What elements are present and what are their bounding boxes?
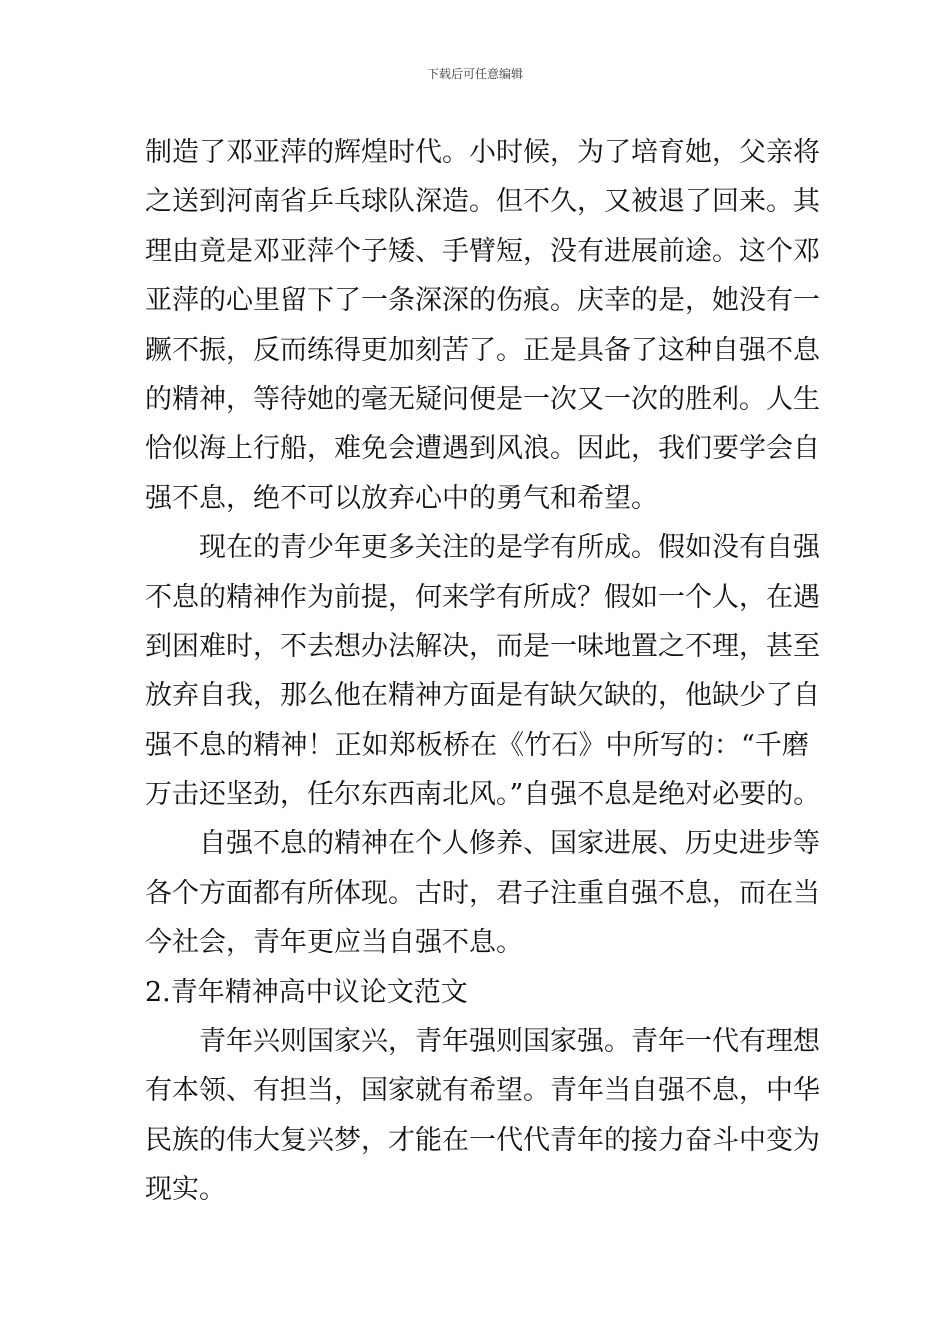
text-line: 今社会，青年更应当自强不息。 xyxy=(145,927,523,959)
text-line: 制造了邓亚萍的辉煌时代。小时候，为了培育她，父亲将 xyxy=(145,137,820,168)
text-line: 的精神，等待她的毫无疑问便是一次又一次的胜利。人生 xyxy=(145,383,820,415)
text-line: 现在的青少年更多关注的是学有所成。假如没有自强 xyxy=(199,532,820,564)
text-line: 蹶不振，反而练得更加刻苦了。正是具备了这种自强不息 xyxy=(145,334,820,366)
text-line: 不息的精神作为前提，何来学有所成？假如一个人，在遇 xyxy=(145,581,820,613)
text-line: 放弃自我，那么他在精神方面是有缺欠缺的，他缺少了自 xyxy=(145,680,820,712)
text-line: 恰似海上行船，难免会遭遇到风浪。因此，我们要学会自 xyxy=(145,433,820,465)
text-line: 强不息的精神！正如郑板桥在《竹石》中所写的：“千磨 xyxy=(145,729,809,761)
text-line: 强不息，绝不可以放弃心中的勇气和希望。 xyxy=(145,482,658,514)
page-header: 下载后可任意编辑 xyxy=(426,67,523,81)
paragraph xyxy=(145,128,820,523)
text-line: 有本领、有担当，国家就有希望。青年当自强不息，中华 xyxy=(145,1075,820,1107)
text-line: 亚萍的心里留下了一条深深的伤痕。庆幸的是，她没有一 xyxy=(145,285,820,317)
paragraph xyxy=(145,1017,820,1215)
text-line: 青年兴则国家兴，青年强则国家强。青年一代有理想 xyxy=(199,1026,820,1058)
paragraph xyxy=(145,523,821,819)
text-line: 民族的伟大复兴梦，才能在一代代青年的接力奋斗中变为 xyxy=(145,1124,820,1156)
heading-text: 2.青年精神高中议论文范文 xyxy=(145,976,468,1008)
text-line: 到困难时，不去想办法解决，而是一味地置之不理，甚至 xyxy=(145,630,820,662)
section-heading xyxy=(145,968,809,1017)
text-line: 万击还坚劲，任尔东西南北风。”自强不息是绝对必要的。 xyxy=(145,779,821,811)
text-line: 理由竟是邓亚萍个子矮、手臂短，没有进展前途。这个邓 xyxy=(145,235,820,267)
document-body xyxy=(145,128,821,1215)
text-line: 之送到河南省乒乓球队深造。但不久，又被退了回来。其 xyxy=(145,186,820,218)
text-line: 自强不息的精神在个人修养、国家进展、历史进步等 xyxy=(199,828,820,860)
paragraph xyxy=(145,819,820,967)
text-line: 现实。 xyxy=(145,1174,226,1206)
text-line: 各个方面都有所体现。古时，君子注重自强不息，而在当 xyxy=(145,877,820,909)
